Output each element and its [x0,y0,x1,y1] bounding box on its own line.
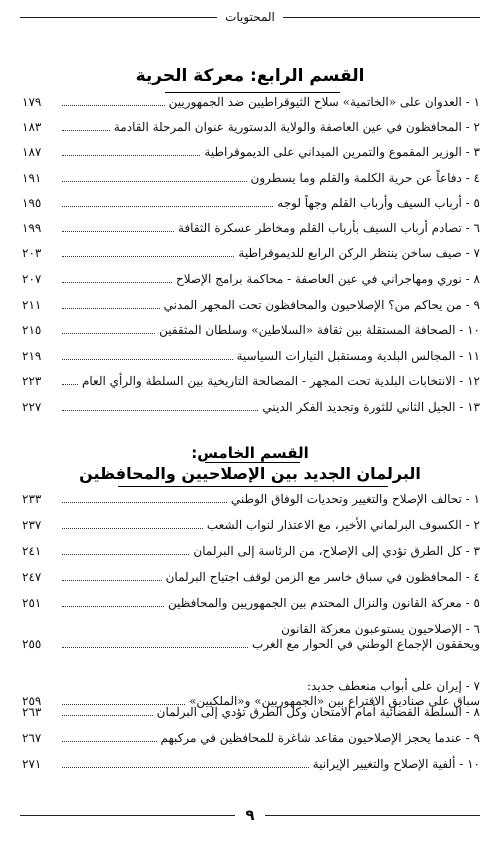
toc-entry-line: ٢ - الكسوف البرلماني الأخير، مع الاعتذار لنواب الشعب [206,518,480,532]
toc-entry-text [238,246,480,261]
section-5-underline-2 [118,486,388,487]
toc-entry-text [204,145,480,160]
running-head [20,6,480,28]
toc-entry-body [58,544,480,559]
toc-page-number: ٢٦٣ [22,705,42,719]
toc-entry-line: ٥ - أرباب السيف وأرباب القلم وجهاً لوجه [277,196,480,210]
toc-entry-body [58,731,480,746]
section-4-underline [165,92,340,93]
toc-entry [22,196,480,211]
dot-leader [62,554,189,555]
toc-entry [22,298,480,313]
toc-entry-body [58,518,480,533]
toc-entry-body [58,246,480,261]
toc-entry [22,120,480,135]
toc-entry-text [313,757,480,772]
toc-entry-text [207,518,480,533]
toc-entry-body [58,349,480,364]
toc-entry-line: ٩ - عندما يحجز الإصلاحيون مقاعد شاغرة للمحافظين في مركبهم [160,731,480,745]
toc-entry-line: ٥ - معركة القانون والنزال المحتدم بين الجمهوريين والمحافظين [167,596,480,610]
dot-leader [62,282,172,283]
section-4-title: القسم الرابع: معركة الحرية [135,66,365,86]
toc-entry-text [164,298,480,313]
dot-leader [62,580,162,581]
toc-entry [22,323,480,338]
toc-entry-text [237,349,481,364]
toc-page-number: ٢٣٧ [22,518,42,532]
toc-entry [22,705,480,720]
toc-entry-body [58,95,480,110]
toc-entry-line: ٣ - الوزير المقموع والتمرين الميداني على الديموقراطية [204,145,480,159]
toc-entry-body [58,120,480,135]
toc-entry-line: ٧ - صيف ساخن ينتظر الركن الرابع للديموقراطية [238,246,480,260]
toc-entry-line: ١١ - المجالس البلدية ومستقبل التيارات السياسية [236,349,480,363]
toc-entry-body [58,196,480,211]
toc-entry-line: ويحققون الإجماع الوطني في الحوار مع الغرب [252,637,480,651]
toc-entry-text [157,705,480,720]
toc-entry [22,570,480,585]
toc-entry-body [58,145,480,160]
toc-entry-line: ٦ - تصادم أرباب السيف بأرباب القلم ومخاطر عسكرة الثقافة [178,221,480,235]
dot-leader [62,528,203,529]
toc-entry-body [58,374,480,389]
dot-leader [62,333,155,334]
toc-entry-text [82,374,480,389]
toc-entry [22,622,480,652]
toc-entry-line: ١٣ - الجيل الثاني للثورة وتجديد الفكر الديني [262,400,480,414]
toc-page-number: ١٩١ [22,171,42,185]
toc-page-number: ١٧٩ [22,95,42,109]
toc-entry-text [178,221,480,236]
toc-page-number: ١٨٧ [22,145,42,159]
toc-page-number: ٢٦٧ [22,731,42,745]
toc-entry-line: ٨ - السلطة القضائية أمام الامتحان وكل الطرق تؤدي إلى البرلمان [156,705,480,719]
toc-page-number: ١٩٩ [22,221,42,235]
toc-entry-line: ١ - العدوان على «الخاتمية» سلاح الثيوقراطيين ضد الجمهوريين [168,95,480,109]
section-5-underline-1 [205,462,300,463]
dot-leader [62,767,309,768]
toc-entry [22,596,480,611]
toc-entry-body [58,492,480,507]
dot-leader [62,502,227,503]
toc-entry-body [58,221,480,236]
toc-entry [22,246,480,261]
toc-page-number: ١٨٣ [22,120,42,134]
toc-entry-body [58,171,480,186]
page-number: ٩ [245,806,255,824]
toc-entry-line: ٨ - نوري ومهاجراني في عين العاصفة - محاكمة برامج الإصلاح [176,272,480,286]
toc-entry-text [176,272,480,287]
toc-entry-body [58,400,480,415]
toc-entry-body [58,596,480,611]
toc-entry-line: ١٠ - الصحافة المستقلة بين ثقافة «السلاطين» وسلطان المثقفين [159,323,480,337]
dot-leader [62,130,110,131]
dot-leader [62,410,258,411]
dot-leader [62,359,233,360]
dot-leader [62,741,157,742]
toc-page-number: ٢٢٣ [22,374,42,388]
dot-leader [62,606,164,607]
toc-entry [22,518,480,533]
toc-entry-text [159,323,480,338]
dot-leader [62,308,160,309]
toc-entry-body [58,323,480,338]
toc-page-number: ٢١٥ [22,323,42,337]
running-head-title: المحتويات [225,10,275,24]
toc-entry-text [262,400,480,415]
toc-entry [22,145,480,160]
toc-entry [22,171,480,186]
toc-page-number: ٢٠٧ [22,272,42,286]
dot-leader [62,206,273,207]
toc-page-number: ٢٣٣ [22,492,42,506]
toc-entry [22,95,480,110]
footer-rule-left [20,815,235,816]
toc-entry-line: ١٠ - ألفية الإصلاح والتغيير الإيرانية [312,757,480,771]
toc-entry-body [58,298,480,313]
toc-entry-text [114,120,480,135]
footer-rule-right [265,815,480,816]
header-rule-right [283,17,480,18]
toc-entry-text [277,196,480,211]
toc-entry-line: ٧ - إيران على أبواب منعطف جديد: [307,679,480,693]
toc-entry-body [58,622,480,652]
dot-leader [62,647,248,648]
page-footer [20,802,480,828]
toc-entry [22,349,480,364]
section-5-title: البرلمان الجديد بين الإصلاحيين والمحافظين [79,464,421,483]
toc-entry [22,221,480,236]
toc-entry [22,757,480,772]
toc-entry-text [252,622,480,652]
toc-entry-line: ٢ - المحافظون في عين العاصفة والولاية الدستورية عنوان المرحلة القادمة [113,120,480,134]
toc-entry [22,400,480,415]
toc-page-number: ٢٤٧ [22,570,42,584]
dot-leader [62,155,200,156]
toc-page-number: ٢٧١ [22,757,42,771]
toc-page-number: ٢٤١ [22,544,42,558]
toc-entry-line: ٦ - الإصلاحيون يستوعبون معركة القانون [281,622,480,636]
toc-page-number: ٢٢٧ [22,400,42,414]
toc-entry-line: سباق على صناديق الاقتراع بين «الجمهوريين» و«الملكيين» [189,694,480,708]
toc-page-number: ٢١٩ [22,349,42,363]
toc-entry-text [231,492,480,507]
toc-entry-text [251,171,480,186]
toc-page-number: ٢٠٣ [22,246,42,260]
dot-leader [62,181,247,182]
toc-page-number: ٢٥١ [22,596,42,610]
toc-entry [22,492,480,507]
toc-entry-line: ٤ - دفاعاً عن حرية الكلمة والقلم وما يسطرون [250,171,480,185]
toc-entry [22,731,480,746]
toc-entry-body [58,272,480,287]
toc-entry-line: ٤ - المحافظون في سباق خاسر مع الزمن لوقف اجتياح البرلمان [165,570,480,584]
dot-leader [62,231,174,232]
toc-entry-text [193,544,480,559]
toc-entry-text [168,596,480,611]
toc-page-number: ٢٥٥ [22,637,42,651]
toc-entry-body [58,757,480,772]
toc-entry-line: ١ - تحالف الإصلاح والتغيير وتحديات الوفاق الوطني [230,492,480,506]
dot-leader [62,384,78,385]
toc-page-number: ١٩٥ [22,196,42,210]
toc-page-number: ٢٥٩ [22,694,42,708]
dot-leader [62,715,153,716]
toc-entry-text [169,95,480,110]
toc-entry [22,374,480,389]
dot-leader [62,256,234,257]
toc-entry-line: ٣ - كل الطرق تؤدي إلى الإصلاح، من الرئاسة إلى البرلمان [193,544,480,558]
toc-entry-text [166,570,480,585]
toc-entry-body [58,570,480,585]
toc-entry-text [161,731,480,746]
toc-page-number: ٢١١ [22,298,42,312]
dot-leader [62,105,165,106]
toc-entry [22,544,480,559]
section-5-title-label: القسم الخامس: [191,444,309,462]
toc-entry-line: ٩ - من يحاكم من؟ الإصلاحيون والمحافظون تحت المجهر المدني [163,298,480,312]
toc-entry-line: ١٢ - الانتخابات البلدية تحت المجهر - المصالحة التاريخية بين السلطة والرأي العام [81,374,480,388]
toc-entry-body [58,705,480,720]
header-rule-left [20,17,217,18]
toc-entry [22,272,480,287]
